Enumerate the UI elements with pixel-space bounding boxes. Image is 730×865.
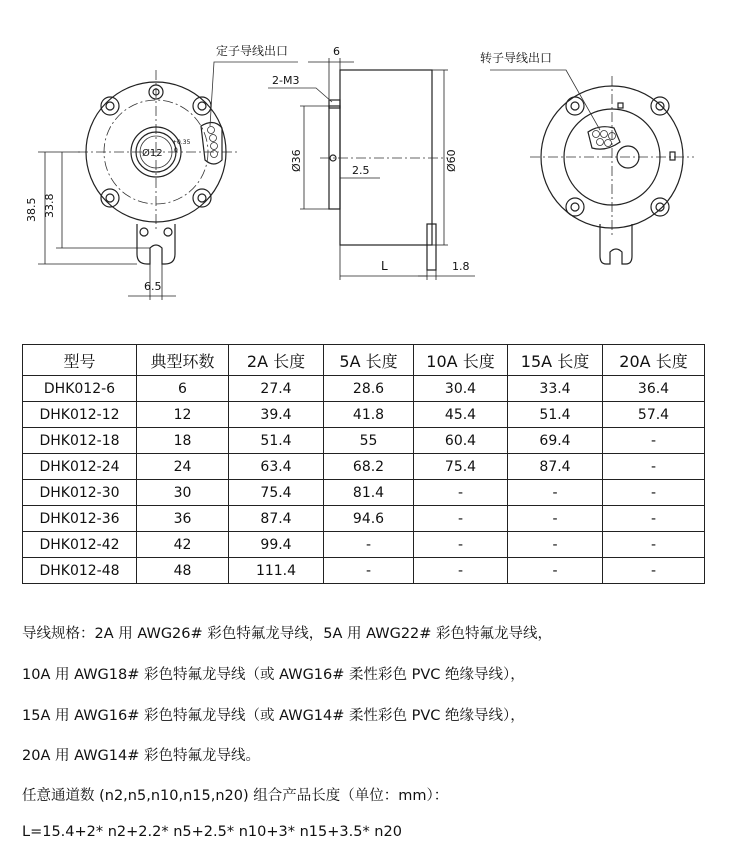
cell-20a: - bbox=[603, 454, 705, 480]
cell-model: DHK012-24 bbox=[23, 454, 137, 480]
table-row bbox=[23, 454, 705, 480]
header-model: 型号 bbox=[23, 345, 137, 376]
cell-20a: - bbox=[603, 480, 705, 506]
cell-10a: - bbox=[414, 480, 508, 506]
cell-5a: 81.4 bbox=[324, 480, 414, 506]
cell-10a: - bbox=[414, 558, 508, 584]
cell-20a: - bbox=[603, 428, 705, 454]
mounting-hole bbox=[651, 198, 669, 216]
dim-2-m3: 2-M3 bbox=[272, 74, 300, 87]
cell-5a: - bbox=[324, 558, 414, 584]
dim-60: Ø60 bbox=[445, 149, 458, 172]
stator-wire-outlet bbox=[201, 122, 222, 164]
rotor-wire-outlet bbox=[588, 127, 620, 149]
cell-15a: - bbox=[508, 558, 603, 584]
side-view bbox=[268, 45, 475, 280]
cell-5a: 68.2 bbox=[324, 454, 414, 480]
table-header-row bbox=[23, 345, 705, 376]
header-5a-length: 5A 长度 bbox=[324, 345, 414, 376]
header-ring-count: 典型环数 bbox=[137, 345, 229, 376]
stator-end-view bbox=[25, 43, 298, 300]
table-row bbox=[23, 506, 705, 532]
table-row bbox=[23, 480, 705, 506]
cell-5a: 28.6 bbox=[324, 376, 414, 402]
cell-20a: 36.4 bbox=[603, 376, 705, 402]
bore-tolerance-lower: 0 bbox=[174, 147, 178, 154]
cell-model: DHK012-36 bbox=[23, 506, 137, 532]
dim-6: 6 bbox=[333, 45, 340, 58]
cell-15a: - bbox=[508, 480, 603, 506]
header-15a-length: 15A 长度 bbox=[508, 345, 603, 376]
cell-2a: 99.4 bbox=[229, 532, 324, 558]
dim-36: Ø36 bbox=[290, 149, 303, 172]
bore-diameter-label: Ø12 bbox=[142, 148, 163, 159]
cell-model: DHK012-12 bbox=[23, 402, 137, 428]
dim-2-5: 2.5 bbox=[352, 164, 370, 177]
cell-15a: 87.4 bbox=[508, 454, 603, 480]
cell-10a: 45.4 bbox=[414, 402, 508, 428]
cell-20a: - bbox=[603, 558, 705, 584]
dim-L: L bbox=[381, 259, 388, 273]
mounting-hole bbox=[566, 97, 584, 115]
bore-tolerance-upper: +0.35 bbox=[172, 139, 191, 146]
spec-table bbox=[22, 344, 705, 584]
dim-33-8: 33.8 bbox=[43, 193, 56, 218]
note-line: 15A 用 AWG16# 彩色特氟龙导线（或 AWG14# 柔性彩色 PVC 绝缘导线）， bbox=[22, 708, 525, 724]
cell-5a: - bbox=[324, 532, 414, 558]
cell-10a: 30.4 bbox=[414, 376, 508, 402]
note-line: 20A 用 AWG14# 彩色特氟龙导线。 bbox=[22, 748, 260, 764]
note-line: 导线规格：2A 用 AWG26# 彩色特氟龙导线，5A 用 AWG22# 彩色特氟龙导线， bbox=[22, 626, 553, 642]
header-20a-length: 20A 长度 bbox=[603, 345, 705, 376]
rotor-outlet-label: 转子导线出口 bbox=[480, 51, 553, 65]
table-row bbox=[23, 376, 705, 402]
cell-20a: - bbox=[603, 532, 705, 558]
cell-10a: 75.4 bbox=[414, 454, 508, 480]
table-row bbox=[23, 532, 705, 558]
cell-ring-count: 42 bbox=[137, 532, 229, 558]
cell-ring-count: 12 bbox=[137, 402, 229, 428]
cell-ring-count: 18 bbox=[137, 428, 229, 454]
cell-2a: 51.4 bbox=[229, 428, 324, 454]
cell-model: DHK012-30 bbox=[23, 480, 137, 506]
cell-20a: 57.4 bbox=[603, 402, 705, 428]
cell-2a: 27.4 bbox=[229, 376, 324, 402]
cell-model: DHK012-6 bbox=[23, 376, 137, 402]
cell-5a: 94.6 bbox=[324, 506, 414, 532]
cell-2a: 75.4 bbox=[229, 480, 324, 506]
cell-ring-count: 36 bbox=[137, 506, 229, 532]
cell-2a: 111.4 bbox=[229, 558, 324, 584]
stator-outlet-label: 定子导线出口 bbox=[216, 44, 289, 58]
cell-2a: 87.4 bbox=[229, 506, 324, 532]
dim-6-5: 6.5 bbox=[144, 280, 162, 293]
cell-2a: 63.4 bbox=[229, 454, 324, 480]
dim-38-5: 38.5 bbox=[25, 197, 38, 222]
table-row bbox=[23, 428, 705, 454]
mounting-hole bbox=[651, 97, 669, 115]
cell-model: DHK012-48 bbox=[23, 558, 137, 584]
cell-15a: 33.4 bbox=[508, 376, 603, 402]
cell-ring-count: 6 bbox=[137, 376, 229, 402]
cell-5a: 55 bbox=[324, 428, 414, 454]
dim-1-8: 1.8 bbox=[452, 260, 470, 273]
cell-ring-count: 48 bbox=[137, 558, 229, 584]
cell-15a: - bbox=[508, 532, 603, 558]
cell-20a: - bbox=[603, 506, 705, 532]
length-formula: L=15.4+2* n2+2.2* n5+2.5* n10+3* n15+3.5* n20 bbox=[22, 824, 402, 840]
cell-15a: 51.4 bbox=[508, 402, 603, 428]
cell-model: DHK012-18 bbox=[23, 428, 137, 454]
rotor-end-view bbox=[480, 50, 694, 264]
cell-10a: - bbox=[414, 532, 508, 558]
note-line: 任意通道数 (n2,n5,n10,n15,n20) 组合产品长度（单位：mm）： bbox=[22, 788, 449, 804]
cell-model: DHK012-42 bbox=[23, 532, 137, 558]
cell-ring-count: 30 bbox=[137, 480, 229, 506]
cell-5a: 41.8 bbox=[324, 402, 414, 428]
cell-2a: 39.4 bbox=[229, 402, 324, 428]
header-2a-length: 2A 长度 bbox=[229, 345, 324, 376]
cell-10a: - bbox=[414, 506, 508, 532]
cell-ring-count: 24 bbox=[137, 454, 229, 480]
mounting-hole bbox=[566, 198, 584, 216]
note-line: 10A 用 AWG18# 彩色特氟龙导线（或 AWG16# 柔性彩色 PVC 绝缘导线）， bbox=[22, 667, 525, 683]
cell-10a: 60.4 bbox=[414, 428, 508, 454]
cell-15a: - bbox=[508, 506, 603, 532]
table-row bbox=[23, 402, 705, 428]
technical-drawing bbox=[0, 0, 730, 330]
header-10a-length: 10A 长度 bbox=[414, 345, 508, 376]
cell-15a: 69.4 bbox=[508, 428, 603, 454]
table-row bbox=[23, 558, 705, 584]
